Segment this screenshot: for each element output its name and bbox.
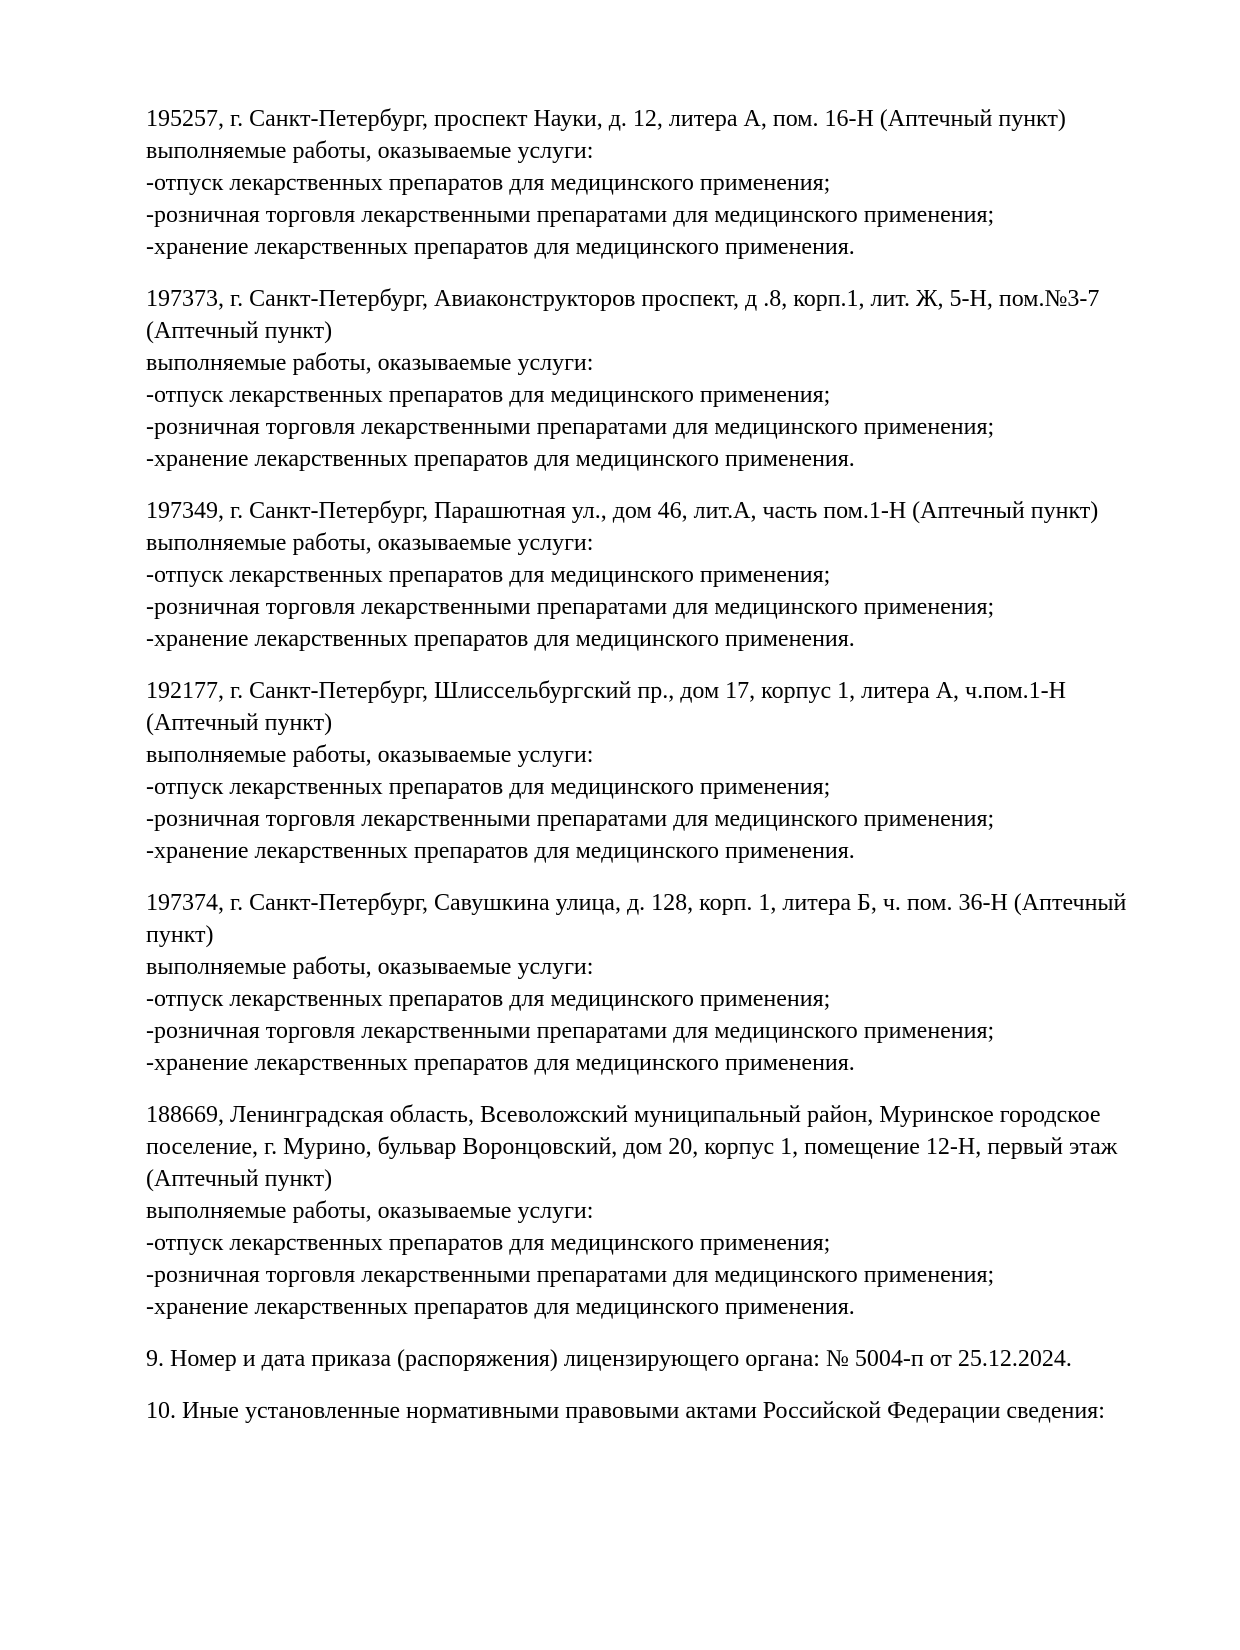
- service-item: -розничная торговля лекарственными препаратами для медицинского применения;: [146, 806, 995, 832]
- address-line: (Аптечный пункт): [146, 1166, 333, 1192]
- service-item: -отпуск лекарственных препаратов для медицинского применения;: [146, 986, 831, 1012]
- service-item: -хранение лекарственных препаратов для медицинского применения.: [146, 626, 855, 652]
- pharmacy-entry: [146, 1099, 1120, 1323]
- service-item: -розничная торговля лекарственными препаратами для медицинского применения;: [146, 594, 995, 620]
- address-line: 197373, г. Санкт-Петербург, Авиаконструкторов проспект, д .8, корп.1, лит. Ж, 5-Н, пом.№3-7: [146, 286, 1100, 312]
- services-header: выполняемые работы, оказываемые услуги:: [146, 742, 594, 768]
- service-item: -отпуск лекарственных препаратов для медицинского применения;: [146, 562, 831, 588]
- pharmacy-entry: [146, 495, 1120, 655]
- service-item: -хранение лекарственных препаратов для медицинского применения.: [146, 1050, 855, 1076]
- address-line: поселение, г. Мурино, бульвар Воронцовский, дом 20, корпус 1, помещение 12-Н, первый этаж: [146, 1134, 1118, 1160]
- service-item: -хранение лекарственных препаратов для медицинского применения.: [146, 446, 855, 472]
- address-line: пункт): [146, 922, 214, 948]
- clause-other-info: [146, 1395, 1120, 1427]
- clause-order-number: [146, 1343, 1120, 1375]
- pharmacy-entry: [146, 103, 1120, 263]
- service-item: -розничная торговля лекарственными препаратами для медицинского применения;: [146, 202, 995, 228]
- address-line: 197349, г. Санкт-Петербург, Парашютная ул., дом 46, лит.А, часть пом.1-Н (Аптечный пункт): [146, 498, 1099, 524]
- address-line: (Аптечный пункт): [146, 710, 333, 736]
- address-line: (Аптечный пункт): [146, 318, 333, 344]
- service-item: -отпуск лекарственных препаратов для медицинского применения;: [146, 774, 831, 800]
- order-info-line: 9. Номер и дата приказа (распоряжения) лицензирующего органа: № 5004-п от 25.12.2024.: [146, 1346, 1072, 1372]
- service-item: -розничная торговля лекарственными препаратами для медицинского применения;: [146, 1262, 995, 1288]
- service-item: -отпуск лекарственных препаратов для медицинского применения;: [146, 382, 831, 408]
- address-line: 195257, г. Санкт-Петербург, проспект Науки, д. 12, литера А, пом. 16-Н (Аптечный пункт): [146, 106, 1066, 132]
- pharmacy-entry: [146, 283, 1120, 475]
- service-item: -отпуск лекарственных препаратов для медицинского применения;: [146, 1230, 831, 1256]
- pharmacy-entry: [146, 887, 1127, 1079]
- service-item: -хранение лекарственных препаратов для медицинского применения.: [146, 1294, 855, 1320]
- service-item: -розничная торговля лекарственными препаратами для медицинского применения;: [146, 414, 995, 440]
- address-line: 188669, Ленинградская область, Всеволожский муниципальный район, Муринское городское: [146, 1102, 1101, 1128]
- services-header: выполняемые работы, оказываемые услуги:: [146, 1198, 594, 1224]
- services-header: выполняемые работы, оказываемые услуги:: [146, 954, 594, 980]
- services-header: выполняемые работы, оказываемые услуги:: [146, 350, 594, 376]
- service-item: -хранение лекарственных препаратов для медицинского применения.: [146, 838, 855, 864]
- service-item: -отпуск лекарственных препаратов для медицинского применения;: [146, 170, 831, 196]
- services-header: выполняемые работы, оказываемые услуги:: [146, 530, 594, 556]
- service-item: -розничная торговля лекарственными препаратами для медицинского применения;: [146, 1018, 995, 1044]
- other-info-line: 10. Иные установленные нормативными правовыми актами Российской Федерации сведения:: [146, 1398, 1105, 1424]
- pharmacy-entry: [146, 675, 1120, 867]
- services-header: выполняемые работы, оказываемые услуги:: [146, 138, 594, 164]
- address-line: 192177, г. Санкт-Петербург, Шлиссельбургский пр., дом 17, корпус 1, литера А, ч.пом.1-Н: [146, 678, 1067, 704]
- address-line: 197374, г. Санкт-Петербург, Савушкина улица, д. 128, корп. 1, литера Б, ч. пом. 36-Н (Аптечный: [146, 890, 1127, 916]
- service-item: -хранение лекарственных препаратов для медицинского применения.: [146, 234, 855, 260]
